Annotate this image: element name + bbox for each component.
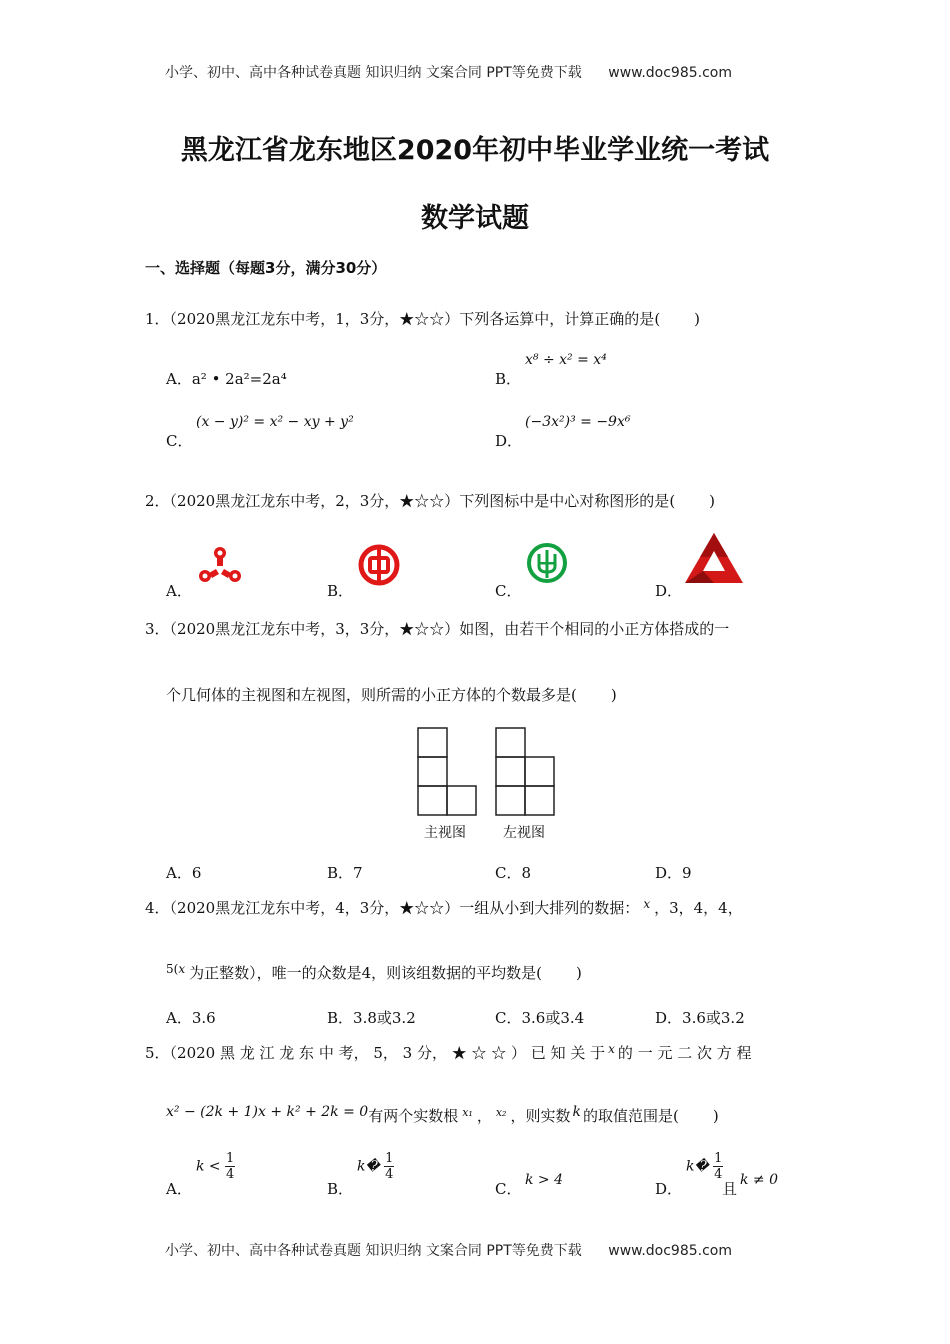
- question-4: 4．（2020黑龙江龙东中考，4，3分，★☆☆）一组从小到大排列的数据： $^x$ ，3，4，4，: [145, 897, 743, 917]
- red-triangle-logo-icon: [683, 531, 745, 585]
- q4-option-c: C．3.6或3.4: [495, 1009, 585, 1027]
- question-2-text: 2．（2020黑龙江龙东中考，2，3分，★☆☆）下列图标中是中心对称图形的是: [145, 492, 670, 510]
- answer-paren: ( ): [571, 686, 617, 704]
- page-title: 黑龙江省龙东地区2020年初中毕业学业统一考试: [180, 135, 770, 166]
- q2-option-a-label: A．: [166, 582, 192, 600]
- bank-logo-red-trefoil-icon: [196, 544, 244, 586]
- q1-option-c: (x − y)² = x² − xy + y² C．: [166, 414, 354, 450]
- q5-option-b-value: k� $\frac{1}{4}$: [357, 1151, 394, 1182]
- bank-of-china-logo-icon: [358, 544, 400, 586]
- header-url[interactable]: www.doc985.com: [608, 65, 732, 81]
- q3-option-a: A．6: [166, 864, 202, 882]
- question-4-line2: $^{5(x}$ 为正整数），唯一的众数是4，则该组数据的平均数是( ): [166, 962, 582, 982]
- q2-option-c-label: C．: [495, 582, 522, 600]
- page-footer: [165, 1240, 732, 1260]
- q1-option-c-value: (x − y)² = x² − xy + y²: [196, 414, 354, 430]
- question-1: [145, 308, 700, 329]
- q4-option-a: A．3.6: [166, 1009, 216, 1027]
- q1-option-b: x⁸ ÷ x² = x⁴ B．: [495, 352, 607, 388]
- question-5: 5．（2020 黑 龙 江 龙 东 中 考， 5， 3 分， ★ ☆ ☆ ） 已 知 关 于 $^x$ 的 一 元 二 次 方 程: [145, 1042, 752, 1062]
- q5-option-c-label: C．: [495, 1180, 522, 1198]
- q2-option-d-label: D．: [655, 582, 683, 600]
- section-heading: 一、选择题（每题3分，满分30分）: [145, 259, 387, 277]
- question-3: 3．（2020黑龙江龙东中考，3，3分，★☆☆）如图，由若干个相同的小正方体搭成的一: [145, 620, 730, 638]
- fraction-one-quarter: $\frac{1}{4}$: [714, 1151, 723, 1182]
- q1-option-b-value: x⁸ ÷ x² = x⁴: [525, 352, 607, 368]
- q3-option-c: C．8: [495, 864, 532, 882]
- q5-option-a-value: k < $\frac{1}{4}$: [196, 1151, 235, 1182]
- q5-option-d-value2: k ≠ 0: [740, 1172, 779, 1188]
- answer-paren: ( ): [654, 310, 701, 328]
- question-2: [145, 490, 715, 511]
- question-5-line2: x² − (2k + 1)x + k² + 2k = 0有两个实数根 $^{x_1}$ ， $^{x_2}$ ，则实数 k 的取值范围是( ): [166, 1104, 719, 1125]
- q5-option-d-and: 且: [722, 1180, 738, 1198]
- footer-text: 小学、初中、高中各种试卷真题 知识归纳 文案合同 PPT等免费下载: [165, 1243, 582, 1259]
- three-views-figure: [410, 720, 570, 820]
- q5-option-d-label: D．: [655, 1180, 683, 1198]
- fraction-one-quarter: $\frac{1}{4}$: [385, 1151, 394, 1182]
- q5-option-d-value: k� $\frac{1}{4}$: [686, 1151, 723, 1182]
- main-view-caption: 主视图: [424, 825, 466, 841]
- fraction-one-quarter: $\frac{1}{4}$: [225, 1151, 235, 1182]
- q3-option-d: D．9: [655, 864, 692, 882]
- question-3-line2: 个几何体的主视图和左视图，则所需的小正方体的个数最多是( ): [166, 686, 617, 704]
- header-text: 小学、初中、高中各种试卷真题 知识归纳 文案合同 PPT等免费下载: [165, 65, 582, 81]
- answer-paren: ( ): [536, 964, 582, 982]
- page-header: [165, 62, 732, 82]
- q2-option-b-label: B．: [327, 582, 354, 600]
- q5-option-a-label: A．: [166, 1180, 192, 1198]
- left-view-caption: 左视图: [503, 825, 545, 841]
- answer-paren: ( ): [669, 492, 716, 510]
- answer-paren: ( ): [672, 1107, 719, 1125]
- q1-option-d-value: (−3x²)³ = −9x⁶: [525, 414, 631, 430]
- q1-option-a-value: a² • 2a²=2a⁴: [191, 370, 287, 388]
- q3-option-b: B．7: [327, 864, 363, 882]
- page-subtitle: 数学试题: [421, 203, 529, 234]
- q5-option-c-value: k > 4: [525, 1172, 564, 1188]
- q5-equation: x² − (2k + 1)x + k² + 2k = 0: [166, 1104, 369, 1120]
- q5-option-b-label: B．: [327, 1180, 354, 1198]
- q4-option-d: D．3.6或3.2: [655, 1009, 745, 1027]
- q1-option-a: A．a² • 2a²=2a⁴: [166, 370, 287, 388]
- footer-url[interactable]: www.doc985.com: [608, 1243, 732, 1259]
- question-1-text: 1．（2020黑龙江龙东中考，1，3分，★☆☆）下列各运算中，计算正确的是: [145, 310, 655, 328]
- q1-option-d: (−3x²)³ = −9x⁶ D．: [495, 414, 631, 450]
- q4-option-b: B．3.8或3.2: [327, 1009, 416, 1027]
- agricultural-bank-logo-icon: [526, 542, 568, 584]
